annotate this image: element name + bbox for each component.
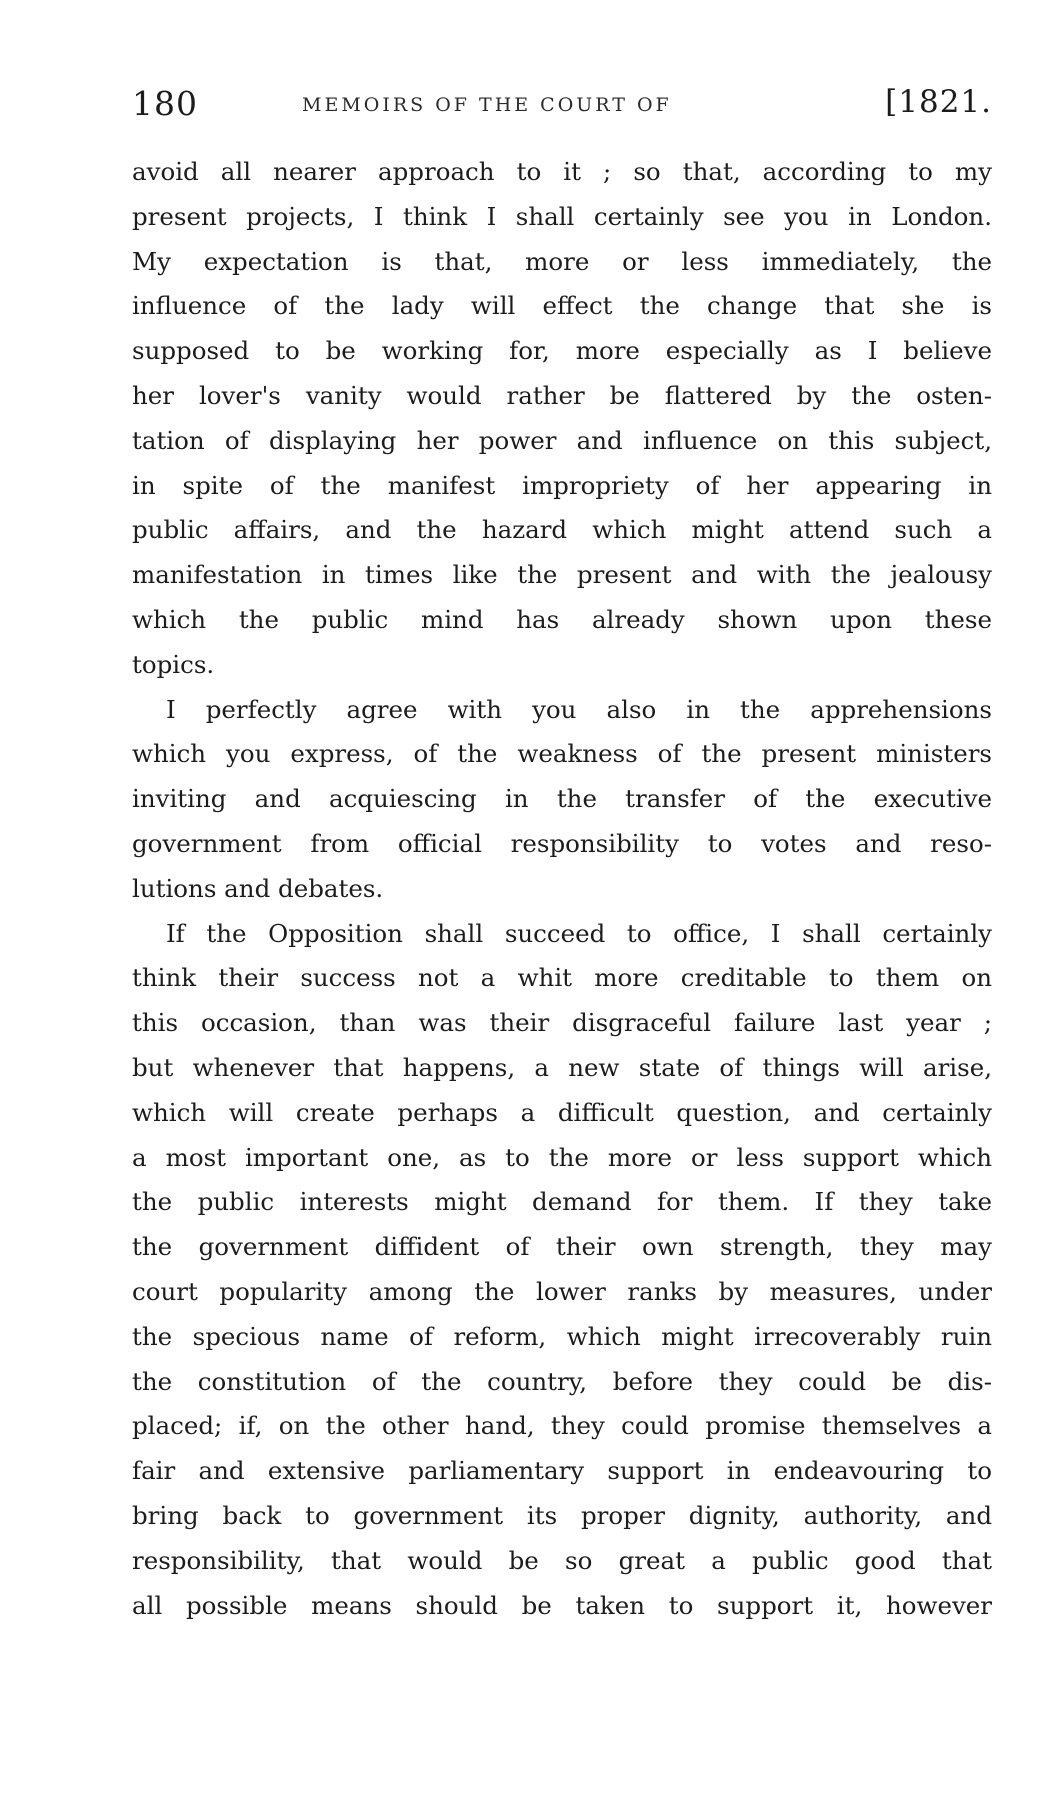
text-line: present projects, I think I shall certainly see you in London. [132, 201, 992, 231]
text-line: all possible means should be taken to support it, however [132, 1590, 992, 1620]
text-line: inviting and acquiescing in the transfer of the executive [132, 784, 992, 814]
running-head [132, 84, 992, 128]
text-line: government from official responsibility to votes and reso- [132, 828, 992, 858]
running-title: MEMOIRS OF THE COURT OF [302, 94, 672, 116]
text-line: topics. [132, 649, 215, 679]
text-line: tation of displaying her power and influence on this subject, [132, 425, 992, 455]
text-line: the public interests might demand for them. If they take [132, 1187, 992, 1217]
text-line: think their success not a whit more creditable to them on [132, 963, 992, 993]
text-line: manifestation in times like the present and with the jealousy [132, 560, 992, 590]
text-line: which the public mind has already shown upon these [132, 604, 992, 634]
text-line: court popularity among the lower ranks by measures, under [132, 1276, 992, 1306]
text-line: which you express, of the weakness of the present ministers [132, 739, 992, 769]
text-line: placed; if, on the other hand, they could promise themselves a [132, 1411, 992, 1441]
text-line: the specious name of reform, which might irrecoverably ruin [132, 1321, 992, 1351]
paragraph-2 [132, 688, 992, 912]
text-line: but whenever that happens, a new state of things will arise, [132, 1052, 992, 1082]
running-year: [1821. [885, 84, 992, 120]
text-line: If the Opposition shall succeed to office, I shall certainly [166, 918, 992, 948]
text-line: bring back to government its proper dignity, authority, and [132, 1500, 992, 1530]
text-line: supposed to be working for, more especially as I believe [132, 336, 992, 366]
text-line: the government diffident of their own strength, they may [132, 1232, 992, 1262]
body-text [132, 150, 992, 1628]
text-line: which will create perhaps a difficult question, and certainly [132, 1097, 992, 1127]
text-line: public affairs, and the hazard which might attend such a [132, 515, 992, 545]
text-line: her lover's vanity would rather be flattered by the osten- [132, 380, 992, 410]
text-line: influence of the lady will effect the change that she is [132, 291, 992, 321]
page-number: 180 [132, 84, 198, 123]
text-line: avoid all nearer approach to it ; so that, according to my [132, 157, 992, 186]
paragraph-3 [132, 912, 992, 1629]
text-line: I perfectly agree with you also in the apprehensions [166, 694, 992, 724]
text-line: in spite of the manifest impropriety of her appearing in [132, 470, 992, 500]
text-line: this occasion, than was their disgraceful failure last year ; [132, 1008, 992, 1038]
paragraph-1 [132, 150, 992, 688]
text-line: responsibility, that would be so great a public good that [132, 1545, 992, 1575]
text-line: lutions and debates. [132, 873, 384, 903]
text-line: the constitution of the country, before they could be dis- [132, 1366, 992, 1396]
text-line: fair and extensive parliamentary support in endeavouring to [132, 1456, 992, 1486]
text-line: My expectation is that, more or less immediately, the [132, 246, 992, 276]
text-line: a most important one, as to the more or less support which [132, 1142, 992, 1172]
